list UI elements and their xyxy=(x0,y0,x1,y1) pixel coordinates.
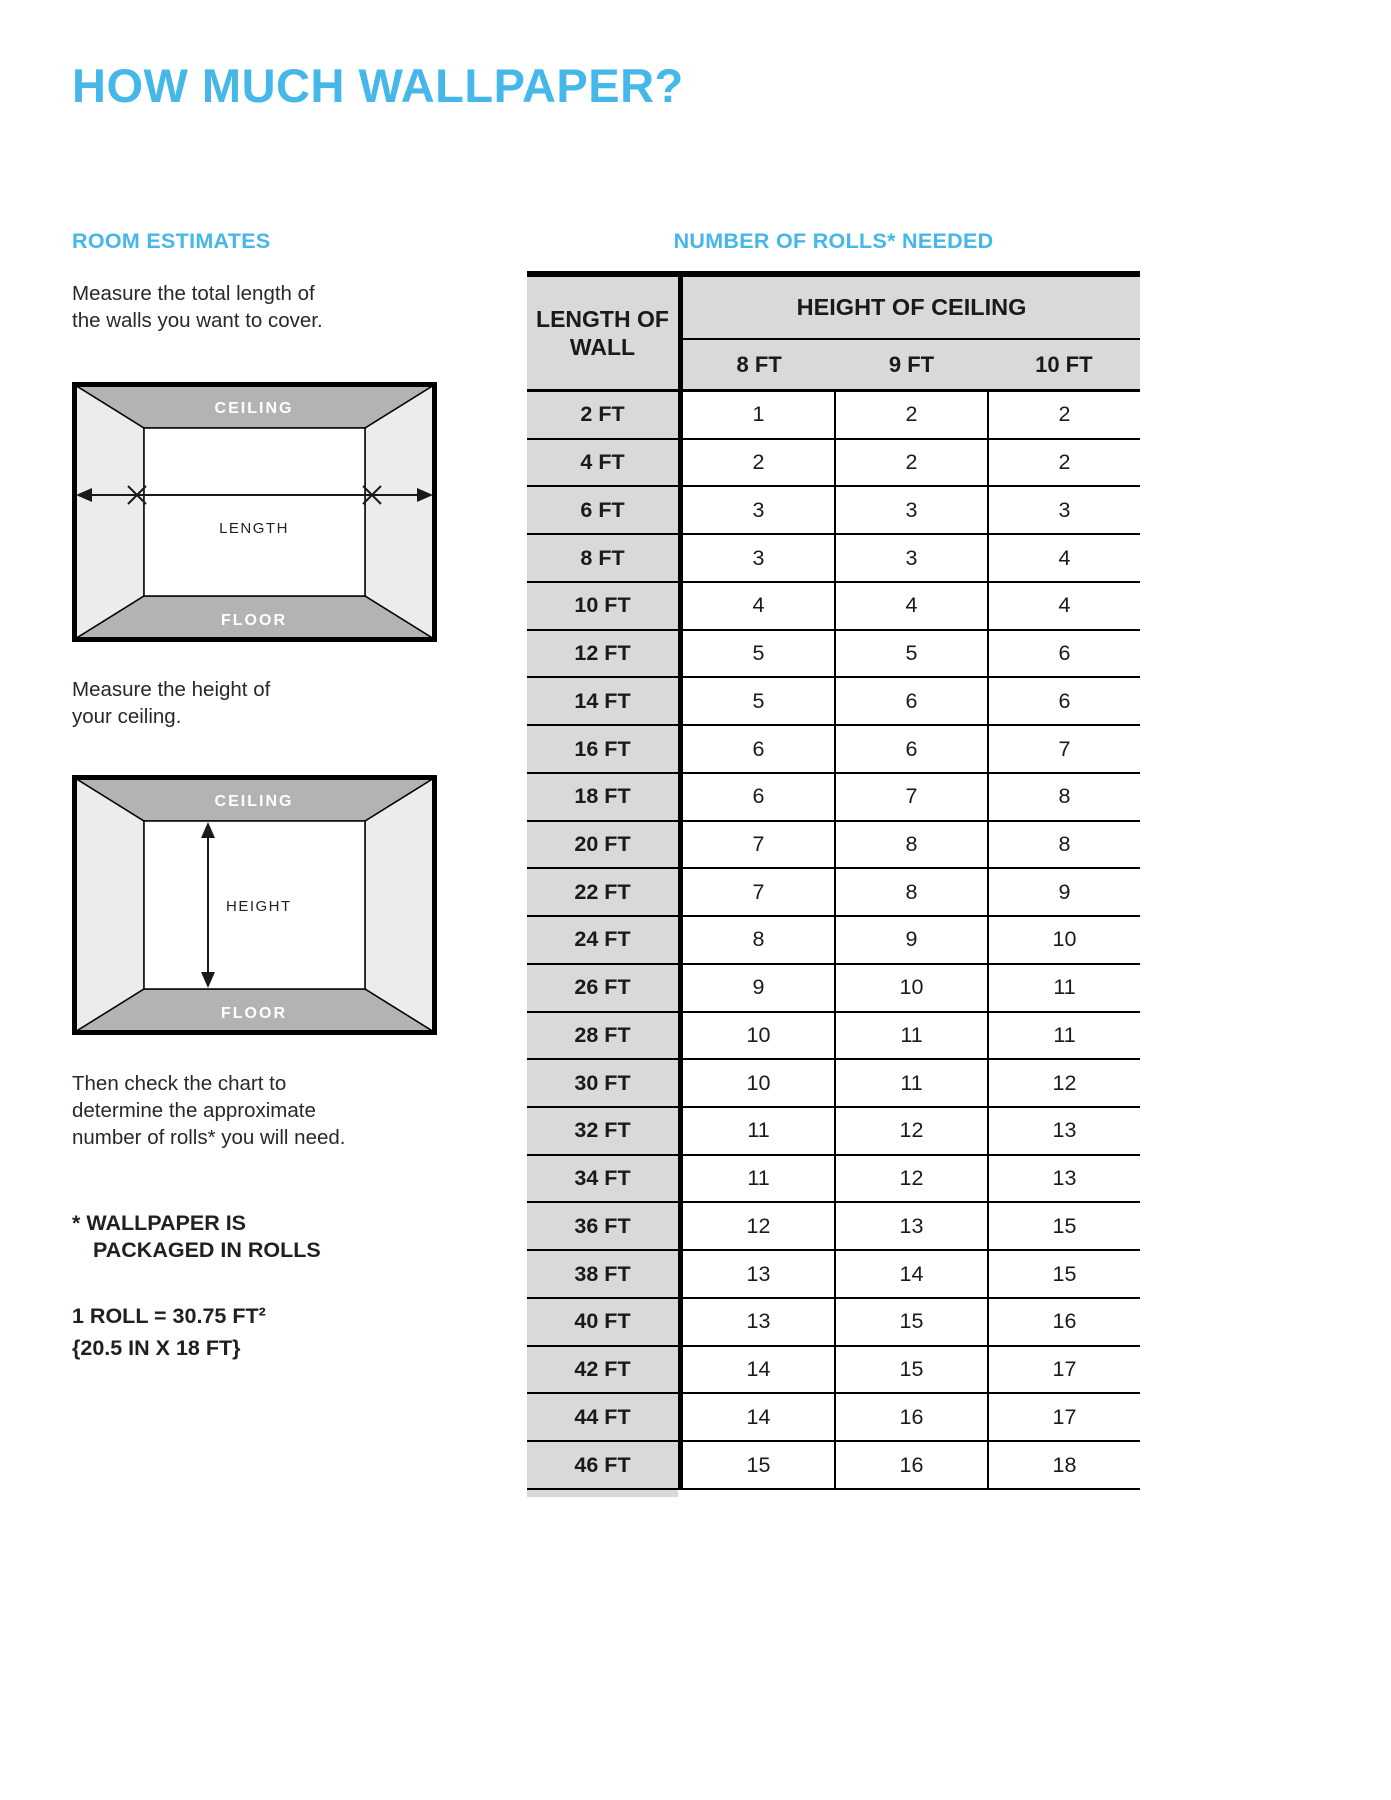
cell-10ft-rolls: 4 xyxy=(987,535,1140,581)
row-length-label: 42 FT xyxy=(527,1347,678,1393)
table-row xyxy=(527,869,1140,917)
paragraph-line: the walls you want to cover. xyxy=(72,309,323,332)
row-length-label: 46 FT xyxy=(527,1442,678,1488)
ceiling-header-group xyxy=(678,277,1140,389)
cell-10ft-rolls: 18 xyxy=(987,1442,1140,1488)
cell-8ft-rolls: 11 xyxy=(678,1156,834,1202)
cell-8ft-rolls: 5 xyxy=(678,631,834,677)
cell-8ft-rolls: 1 xyxy=(678,392,834,438)
rolls-table-body xyxy=(527,392,1140,1490)
row-length-label: 30 FT xyxy=(527,1060,678,1106)
rolls-table xyxy=(527,271,1140,1497)
ceiling-height-columns xyxy=(683,340,1140,389)
height-label: HEIGHT xyxy=(226,898,292,915)
table-row xyxy=(527,1013,1140,1061)
table-row xyxy=(527,1347,1140,1395)
paragraph-measure-length xyxy=(72,280,323,334)
cell-8ft-rolls: 11 xyxy=(678,1108,834,1154)
cell-8ft-rolls: 6 xyxy=(678,774,834,820)
cell-10ft-rolls: 13 xyxy=(987,1156,1140,1202)
cell-10ft-rolls: 3 xyxy=(987,487,1140,533)
cell-8ft-rolls: 7 xyxy=(678,869,834,915)
table-row xyxy=(527,1442,1140,1490)
cell-9ft-rolls: 13 xyxy=(834,1203,987,1249)
table-row xyxy=(527,917,1140,965)
table-row xyxy=(527,1156,1140,1204)
table-row xyxy=(527,1060,1140,1108)
paragraph-line: your ceiling. xyxy=(72,705,182,728)
cell-10ft-rolls: 15 xyxy=(987,1251,1140,1297)
row-length-label: 24 FT xyxy=(527,917,678,963)
paragraph-line: determine the approximate xyxy=(72,1099,316,1122)
floor-label: FLOOR xyxy=(221,1005,287,1022)
row-length-label: 12 FT xyxy=(527,631,678,677)
right-wall-panel xyxy=(365,385,434,639)
cell-10ft-rolls: 11 xyxy=(987,965,1140,1011)
table-row xyxy=(527,1394,1140,1442)
footnote-line: * WALLPAPER IS xyxy=(72,1211,247,1235)
cell-8ft-rolls: 10 xyxy=(678,1060,834,1106)
ceiling-label: CEILING xyxy=(214,793,294,810)
row-length-label: 14 FT xyxy=(527,678,678,724)
table-row xyxy=(527,631,1140,679)
cell-8ft-rolls: 12 xyxy=(678,1203,834,1249)
rolls-table-header xyxy=(527,277,1140,392)
cell-9ft-rolls: 3 xyxy=(834,535,987,581)
cell-8ft-rolls: 8 xyxy=(678,917,834,963)
cell-8ft-rolls: 13 xyxy=(678,1299,834,1345)
row-length-label: 22 FT xyxy=(527,869,678,915)
room-height-diagram xyxy=(72,775,437,1035)
cell-9ft-rolls: 8 xyxy=(834,822,987,868)
row-length-label: 20 FT xyxy=(527,822,678,868)
page-title: HOW MUCH WALLPAPER? xyxy=(72,59,684,112)
paragraph-measure-height xyxy=(72,676,270,730)
cell-10ft-rolls: 6 xyxy=(987,631,1140,677)
room-length-diagram xyxy=(72,382,437,642)
cell-9ft-rolls: 8 xyxy=(834,869,987,915)
roll-size-info xyxy=(72,1300,266,1364)
roll-size-line: {20.5 IN X 18 FT} xyxy=(72,1336,241,1360)
table-row xyxy=(527,678,1140,726)
table-row xyxy=(527,1108,1140,1156)
wallpaper-footnote xyxy=(72,1210,321,1264)
back-wall xyxy=(144,428,365,596)
cell-10ft-rolls: 15 xyxy=(987,1203,1140,1249)
row-length-label: 6 FT xyxy=(527,487,678,533)
row-length-label: 8 FT xyxy=(527,535,678,581)
table-row xyxy=(527,774,1140,822)
row-length-label: 34 FT xyxy=(527,1156,678,1202)
cell-8ft-rolls: 14 xyxy=(678,1347,834,1393)
cell-9ft-rolls: 12 xyxy=(834,1156,987,1202)
cell-9ft-rolls: 11 xyxy=(834,1060,987,1106)
left-wall-panel xyxy=(75,778,144,1032)
cell-10ft-rolls: 17 xyxy=(987,1394,1140,1440)
cell-10ft-rolls: 13 xyxy=(987,1108,1140,1154)
cell-8ft-rolls: 6 xyxy=(678,726,834,772)
cell-8ft-rolls: 15 xyxy=(678,1442,834,1488)
cell-10ft-rolls: 17 xyxy=(987,1347,1140,1393)
cell-10ft-rolls: 6 xyxy=(987,678,1140,724)
table-row xyxy=(527,440,1140,488)
cell-8ft-rolls: 9 xyxy=(678,965,834,1011)
cell-9ft-rolls: 2 xyxy=(834,392,987,438)
cell-10ft-rolls: 12 xyxy=(987,1060,1140,1106)
cell-8ft-rolls: 13 xyxy=(678,1251,834,1297)
roll-size-line: 1 ROLL = 30.75 FT² xyxy=(72,1304,266,1328)
cell-10ft-rolls: 2 xyxy=(987,440,1140,486)
cell-10ft-rolls: 9 xyxy=(987,869,1140,915)
cell-9ft-rolls: 4 xyxy=(834,583,987,629)
column-header-length-of-wall: LENGTH OF WALL xyxy=(536,306,669,360)
cell-10ft-rolls: 10 xyxy=(987,917,1140,963)
table-row xyxy=(527,583,1140,631)
cell-9ft-rolls: 15 xyxy=(834,1347,987,1393)
table-gray-tail xyxy=(527,1490,678,1497)
cell-9ft-rolls: 15 xyxy=(834,1299,987,1345)
cell-10ft-rolls: 8 xyxy=(987,774,1140,820)
cell-8ft-rolls: 2 xyxy=(678,440,834,486)
row-length-label: 26 FT xyxy=(527,965,678,1011)
table-row xyxy=(527,965,1140,1013)
table-row xyxy=(527,535,1140,583)
paragraph-line: Then check the chart to xyxy=(72,1072,287,1095)
cell-9ft-rolls: 9 xyxy=(834,917,987,963)
cell-9ft-rolls: 14 xyxy=(834,1251,987,1297)
cell-9ft-rolls: 11 xyxy=(834,1013,987,1059)
cell-9ft-rolls: 7 xyxy=(834,774,987,820)
row-length-label: 28 FT xyxy=(527,1013,678,1059)
length-label: LENGTH xyxy=(219,520,289,537)
cell-8ft-rolls: 5 xyxy=(678,678,834,724)
table-row xyxy=(527,1203,1140,1251)
paragraph-line: Measure the total length of xyxy=(72,282,315,305)
cell-8ft-rolls: 10 xyxy=(678,1013,834,1059)
cell-9ft-rolls: 3 xyxy=(834,487,987,533)
cell-9ft-rolls: 16 xyxy=(834,1394,987,1440)
cell-8ft-rolls: 3 xyxy=(678,535,834,581)
cell-9ft-rolls: 10 xyxy=(834,965,987,1011)
paragraph-check-chart xyxy=(72,1070,345,1151)
row-length-label: 44 FT xyxy=(527,1394,678,1440)
cell-8ft-rolls: 14 xyxy=(678,1394,834,1440)
row-length-label: 38 FT xyxy=(527,1251,678,1297)
row-length-label: 4 FT xyxy=(527,440,678,486)
group-header-height-of-ceiling: HEIGHT OF CEILING xyxy=(683,277,1140,340)
table-row xyxy=(527,1251,1140,1299)
cell-9ft-rolls: 6 xyxy=(834,726,987,772)
column-header-9ft: 9 FT xyxy=(888,351,935,377)
cell-10ft-rolls: 16 xyxy=(987,1299,1140,1345)
left-wall-panel xyxy=(75,385,144,639)
column-header-8ft: 8 FT xyxy=(736,351,782,377)
paragraph-line: Measure the height of xyxy=(72,678,271,701)
row-length-label: 10 FT xyxy=(527,583,678,629)
cell-8ft-rolls: 3 xyxy=(678,487,834,533)
cell-10ft-rolls: 2 xyxy=(987,392,1140,438)
rolls-needed-heading: NUMBER OF ROLLS* NEEDED xyxy=(673,229,994,253)
ceiling-label: CEILING xyxy=(214,400,294,417)
cell-9ft-rolls: 6 xyxy=(834,678,987,724)
row-length-label: 32 FT xyxy=(527,1108,678,1154)
cell-9ft-rolls: 5 xyxy=(834,631,987,677)
cell-10ft-rolls: 11 xyxy=(987,1013,1140,1059)
paragraph-line: number of rolls* you will need. xyxy=(72,1126,346,1149)
cell-10ft-rolls: 7 xyxy=(987,726,1140,772)
cell-9ft-rolls: 2 xyxy=(834,440,987,486)
cell-9ft-rolls: 12 xyxy=(834,1108,987,1154)
cell-10ft-rolls: 8 xyxy=(987,822,1140,868)
row-length-label: 40 FT xyxy=(527,1299,678,1345)
cell-9ft-rolls: 16 xyxy=(834,1442,987,1488)
table-row xyxy=(527,822,1140,870)
cell-10ft-rolls: 4 xyxy=(987,583,1140,629)
cell-8ft-rolls: 7 xyxy=(678,822,834,868)
row-length-label: 2 FT xyxy=(527,392,678,438)
room-estimates-heading: ROOM ESTIMATES xyxy=(72,229,271,253)
footnote-line: PACKAGED IN ROLLS xyxy=(93,1238,321,1262)
table-row xyxy=(527,726,1140,774)
right-wall-panel xyxy=(365,778,434,1032)
row-length-label: 18 FT xyxy=(527,774,678,820)
row-length-label: 36 FT xyxy=(527,1203,678,1249)
table-row xyxy=(527,487,1140,535)
column-header-10ft: 10 FT xyxy=(1035,351,1093,377)
table-row xyxy=(527,1299,1140,1347)
cell-8ft-rolls: 4 xyxy=(678,583,834,629)
row-length-label: 16 FT xyxy=(527,726,678,772)
table-row xyxy=(527,392,1140,440)
floor-label: FLOOR xyxy=(221,612,287,629)
